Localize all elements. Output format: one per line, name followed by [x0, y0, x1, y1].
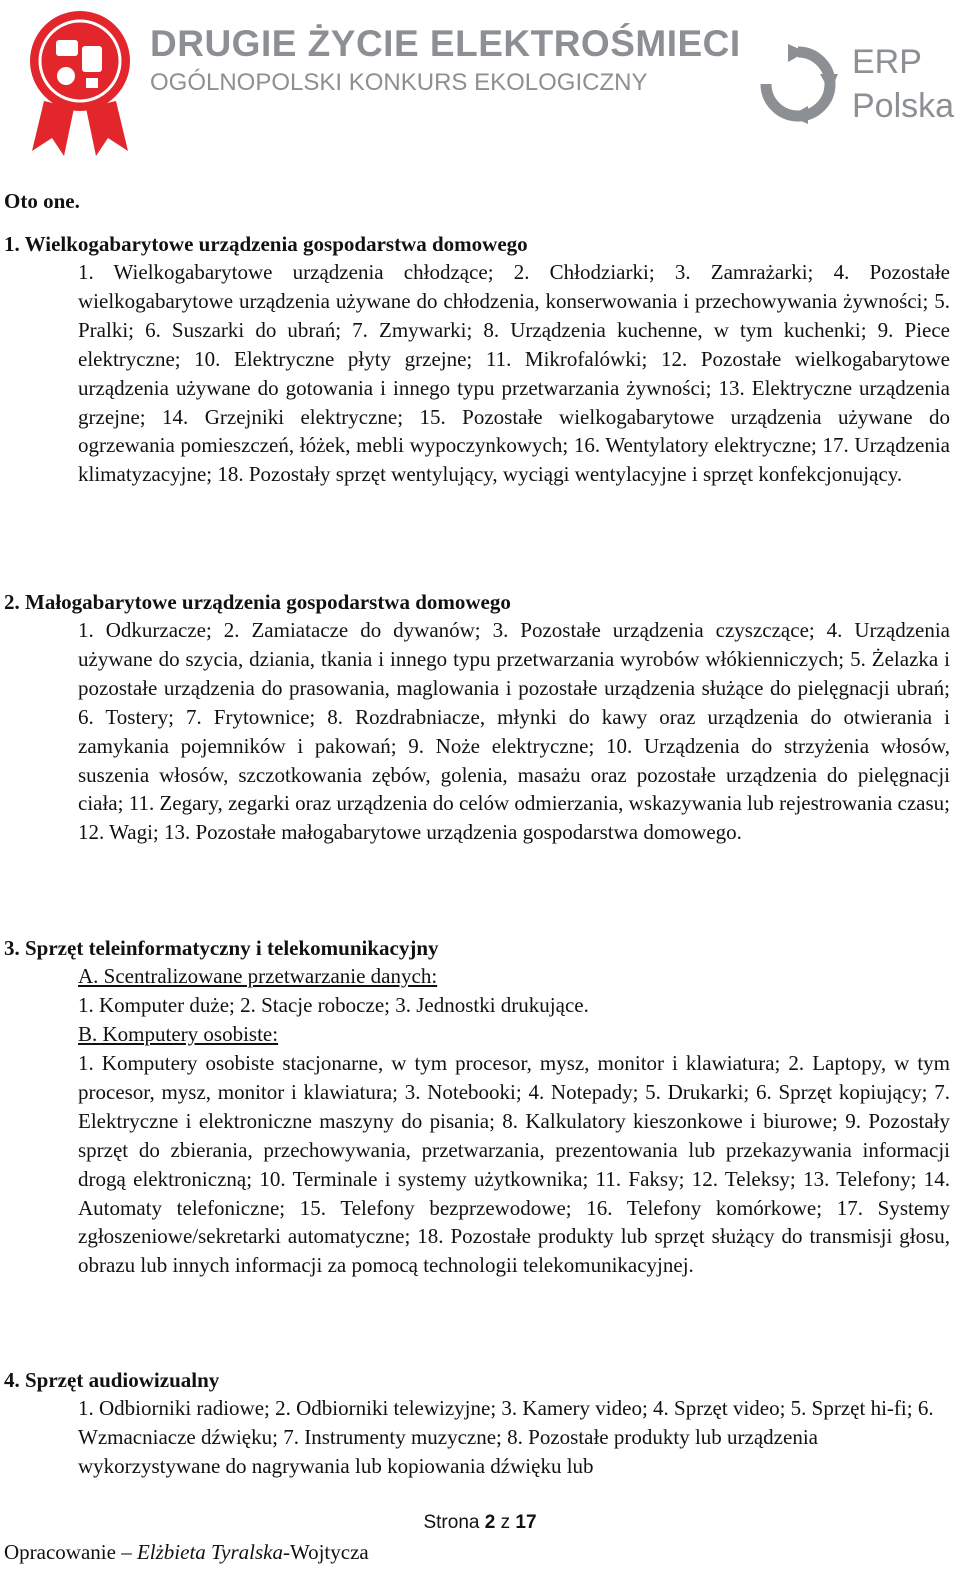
subsection-b-text: 1. Komputery osobiste stacjonarne, w tym procesor, mysz, monitor i klawiatura; 2. Laptopy, w tym procesor, mysz, monitor i klawiatura; 3. Notebooki; 4. Notepady; 5. Drukarki; 6. Sprzęt kopiujący; 7. Elektryczne i elektroniczne maszyny do pisania; 8. Kalkulatory kieszonkowe i biurowe; 9. Pozostały sprzęt do zbierania, przechowywania, przetwarzania, prezentowania lub przekazywania informacji drogą elektroniczną; 10. Terminale i systemy użytkownika; 11. Faksy; 12. Teleksy; 13. Telefony; 14. Automaty telefoniczne; 15. Telefony bezprzewodowe; 16. Telefony komórkowe; 17. Systemy zgłoszeniowe/sekretarki automatyczne; 18. Pozostałe produkty lub sprzęt służący do transmisji głosu, obrazu lub innych informacji za pomocą technologii telekomunikacyjnej. — [78, 1051, 950, 1278]
subsection-a-text: 1. Komputer duże; 2. Stacje robocze; 3. Jednostki drukujące. — [78, 993, 589, 1017]
section-text: 1. Wielkogabarytowe urządzenia chłodzące; 2. Chłodziarki; 3. Zamrażarki; 4. Pozostałe wielkogabarytowe urządzenia używane do chłodzenia, konserwowania i przechowywania żywności; 5. Pralki; 6. Suszarki do ubrań; 7. Zmywarki; 8. Urządzenia kuchenne, w tym kuchenki; 9. Piece elektryczne; 10. Elektryczne płyty grzejne; 11. Mikrofalówki; 12. Pozostałe wielkogabarytowe urządzenia używane do gotowania i innego typu przetwarzania żywności; 13. Elektryczne urządzenia grzejne; 14. Grzejniki elektryczne; 15. Pozostałe wielkogabarytowe urządzenia używane do ogrzewania pomieszczeń, łóżek, mebli wypoczynkowych; 16. Wentylatory elektryczne; 17. Urządzenia klimatyzacyjne; 18. Pozostały sprzęt wentylujący, wyciągi wentylacyjne i sprzęt konfekcjonujący. — [78, 260, 950, 487]
erp-logo-text — [852, 40, 954, 128]
page-current: 2 — [484, 1512, 496, 1533]
page-total: 17 — [515, 1512, 537, 1533]
page-header — [0, 0, 960, 170]
section-text: 1. Odkurzacze; 2. Zamiatacze do dywanów; 3. Pozostałe urządzenia czyszczące; 4. Urządzenia używane do szycia, dziania, tkania i innego typu przetwarzania wyrobów włókienniczych; 5. Żelazka i pozostałe urządzenia do prasowania, maglowania i pozostałe urządzenia służące do pielęgnacji ubrań; 6. Tostery; 7. Frytownice; 8. Rozdrabniacze, młynki do kawy oraz urządzenia do otwierania i zamykania pojemników i pakowań; 9. Noże elektryczne; 10. Urządzenia do strzyżenia włosów, suszenia włosów, szczotkowania zębów, golenia, masażu oraz pozostałe urządzenia do pielęgnacji ciała; 11. Zegary, zegarki oraz urządzenia do celów odmierzania, wskazywania lub rejestrowania czasu; 12. Wagi; 13. Pozostałe małogabarytowe urządzenia gospodarstwa domowego. — [78, 618, 950, 845]
brand-subtitle: OGÓLNOPOLSKI KONKURS EKOLOGICZNY — [150, 69, 648, 96]
author-prefix: Opracowanie – — [4, 1540, 132, 1564]
author-surname-rest: -Wojtycza — [282, 1540, 369, 1564]
section-title: 2. Małogabarytowe urządzenia gospodarstwa domowego — [4, 590, 511, 614]
author-name: Elżbieta Tyralska — [136, 1540, 283, 1564]
erp-recycle-icon — [758, 44, 838, 124]
subsection-b-title: B. Komputery osobiste: — [78, 1022, 279, 1046]
intro-text: Oto one. — [4, 189, 80, 213]
section-text: 1. Odbiorniki radiowe; 2. Odbiorniki telewizyjne; 3. Kamery video; 4. Sprzęt video; 5. Sprzęt hi-fi; 6. Wzmacniacze dźwięku; 7. Instrumenty muzyczne; 8. Pozostałe produkty lub urządzenia wykorzystywane do nagrywania lub kopiowania dźwięku lub — [78, 1396, 934, 1478]
page-number — [0, 1512, 960, 1534]
author-line — [4, 1540, 369, 1565]
section-title: 1. Wielkogabarytowe urządzenia gospodarstwa domowego — [4, 232, 528, 256]
erp-line1: ERP — [852, 43, 922, 81]
page-separator: z — [500, 1512, 511, 1533]
contest-logo-icon — [22, 6, 142, 161]
section-title: 3. Sprzęt teleinformatyczny i telekomunikacyjny — [4, 936, 439, 960]
section-title: 4. Sprzęt audiowizualny — [4, 1368, 220, 1392]
erp-line2: Polska — [852, 87, 955, 125]
brand-block — [150, 24, 741, 100]
brand-title: DRUGIE ŻYCIE ELEKTROŚMIECI — [150, 23, 741, 64]
subsection-a-title: A. Scentralizowane przetwarzanie danych: — [78, 964, 438, 988]
page-prefix: Strona — [423, 1512, 480, 1533]
